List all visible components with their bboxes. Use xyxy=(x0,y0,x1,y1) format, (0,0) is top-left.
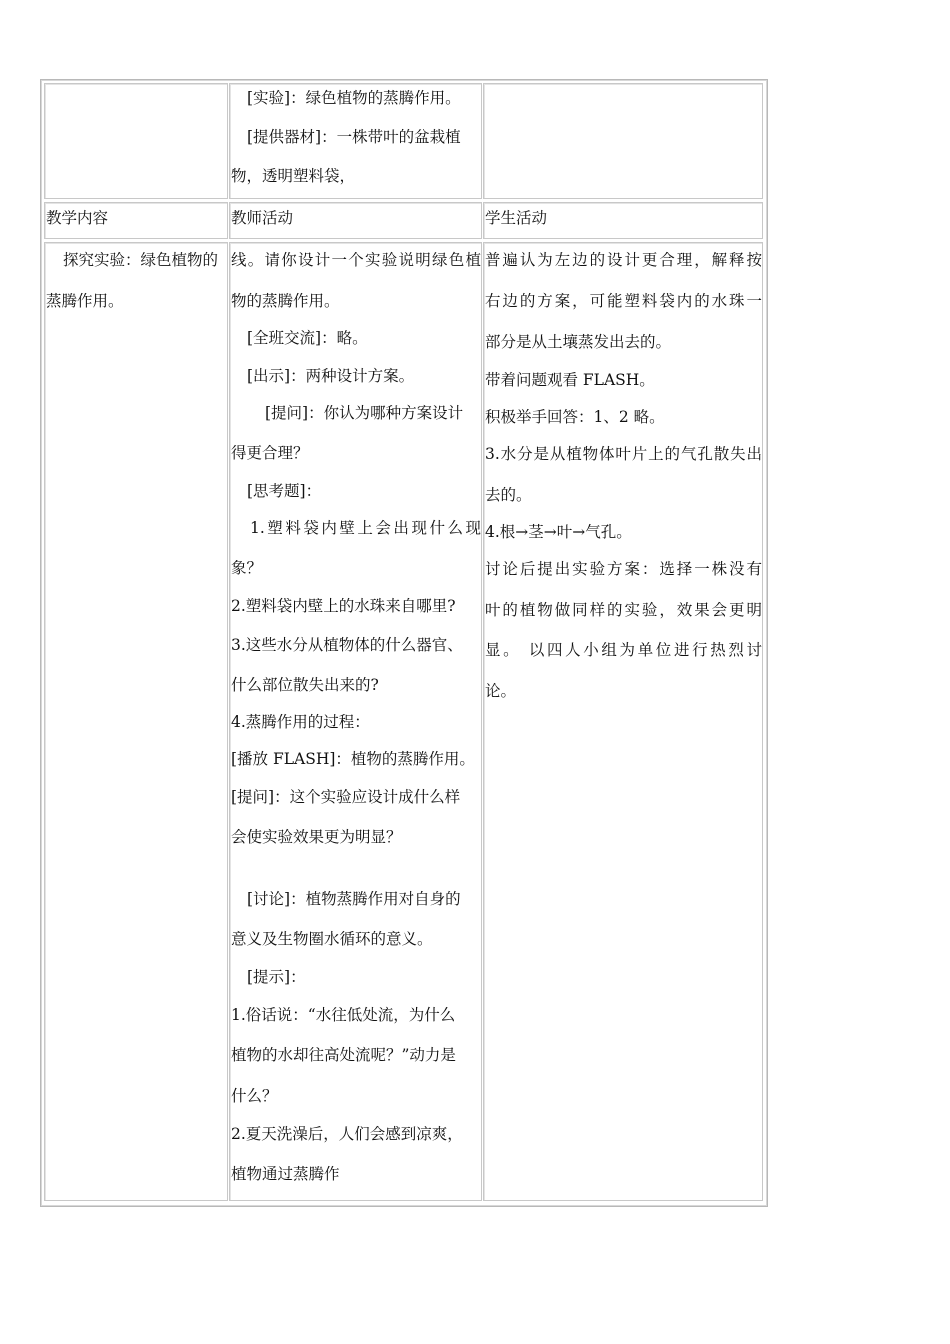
teacher-line: 象？ xyxy=(231,559,263,577)
student-line: 去的。 xyxy=(485,486,532,504)
header-teacher: 教师活动 xyxy=(231,209,294,227)
teacher-line: [提问]：你认为哪种方案设计 xyxy=(265,404,464,422)
student-line: 右边的方案，可能塑料袋内的水珠一 xyxy=(485,292,762,310)
top-student-cell xyxy=(483,83,763,199)
teacher-line: [出示]：两种设计方案。 xyxy=(247,367,415,385)
teacher-line: [讨论]：植物蒸腾作用对自身的 xyxy=(247,890,461,908)
teacher-line: 会使实验效果更为明显？ xyxy=(231,828,402,846)
header-teacher-cell xyxy=(229,202,482,239)
content-cell xyxy=(44,242,228,1201)
header-student-cell xyxy=(483,202,763,239)
student-line: 带着问题观看 FLASH。 xyxy=(485,371,655,389)
teacher-line: 1.俗话说：“水往低处流，为什么 xyxy=(231,1006,456,1024)
teacher-line: 3.这些水分从植物体的什么器官、 xyxy=(231,636,463,654)
teacher-line: [播放 FLASH]：植物的蒸腾作用。 xyxy=(231,750,475,768)
top-teacher-cell xyxy=(229,83,482,199)
student-line: 积极举手回答：1、2 略。 xyxy=(485,408,665,426)
teacher-line: 线。请你设计一个实验说明绿色植 xyxy=(231,251,481,269)
content-line: 蒸腾作用。 xyxy=(46,292,124,310)
header-student: 学生活动 xyxy=(485,209,548,227)
teacher-cell xyxy=(229,242,482,1201)
top-content-cell xyxy=(44,83,228,199)
teacher-line: 什么部位散失出来的? xyxy=(231,676,379,694)
experiment-title: [实验]：绿色植物的蒸腾作用。 xyxy=(247,89,461,107)
content-line: 探究实验：绿色植物的 xyxy=(63,251,219,269)
teacher-line: 植物的水却往高处流呢？”动力是 xyxy=(231,1046,456,1064)
student-line: 显。 以四人小组为单位进行热烈讨 xyxy=(485,641,762,659)
teacher-line: 什么？ xyxy=(231,1087,278,1105)
teacher-line: 2.塑料袋内壁上的水珠来自哪里? xyxy=(231,597,456,615)
teacher-line: 物的蒸腾作用。 xyxy=(231,292,340,310)
materials-line: [提供器材]：一株带叶的盆栽植 xyxy=(247,128,461,146)
header-content-cell xyxy=(44,202,228,239)
teacher-line: 2.夏天洗澡后，人们会感到凉爽， xyxy=(231,1125,463,1143)
student-cell xyxy=(483,242,763,1201)
teacher-line: [提示]： xyxy=(247,968,306,986)
materials-line-cont: 物，透明塑料袋， xyxy=(231,167,356,185)
teacher-line: [提问]：这个实验应设计成什么样 xyxy=(231,788,461,806)
student-line: 叶的植物做同样的实验，效果会更明 xyxy=(485,601,762,619)
student-line: 普遍认为左边的设计更合理，解释按 xyxy=(485,251,762,269)
student-line: 4.根→茎→叶→气孔。 xyxy=(485,523,632,541)
header-content: 教学内容 xyxy=(46,209,109,227)
teacher-line: 1.塑料袋内壁上会出现什么现 xyxy=(250,519,481,537)
teacher-line: 植物通过蒸腾作 xyxy=(231,1165,340,1183)
student-line: 论。 xyxy=(485,682,517,700)
student-line: 3.水分是从植物体叶片上的气孔散失出 xyxy=(485,445,762,463)
student-line: 部分是从土壤蒸发出去的。 xyxy=(485,333,672,351)
teacher-line: 意义及生物圈水循环的意义。 xyxy=(231,930,433,948)
teacher-line: [思考题]： xyxy=(247,482,322,500)
teacher-line: 4.蒸腾作用的过程： xyxy=(231,713,370,731)
teacher-line: [全班交流]：略。 xyxy=(247,329,368,347)
student-line: 讨论后提出实验方案：选择一株没有 xyxy=(485,560,762,578)
teacher-line: 得更合理？ xyxy=(231,444,309,462)
